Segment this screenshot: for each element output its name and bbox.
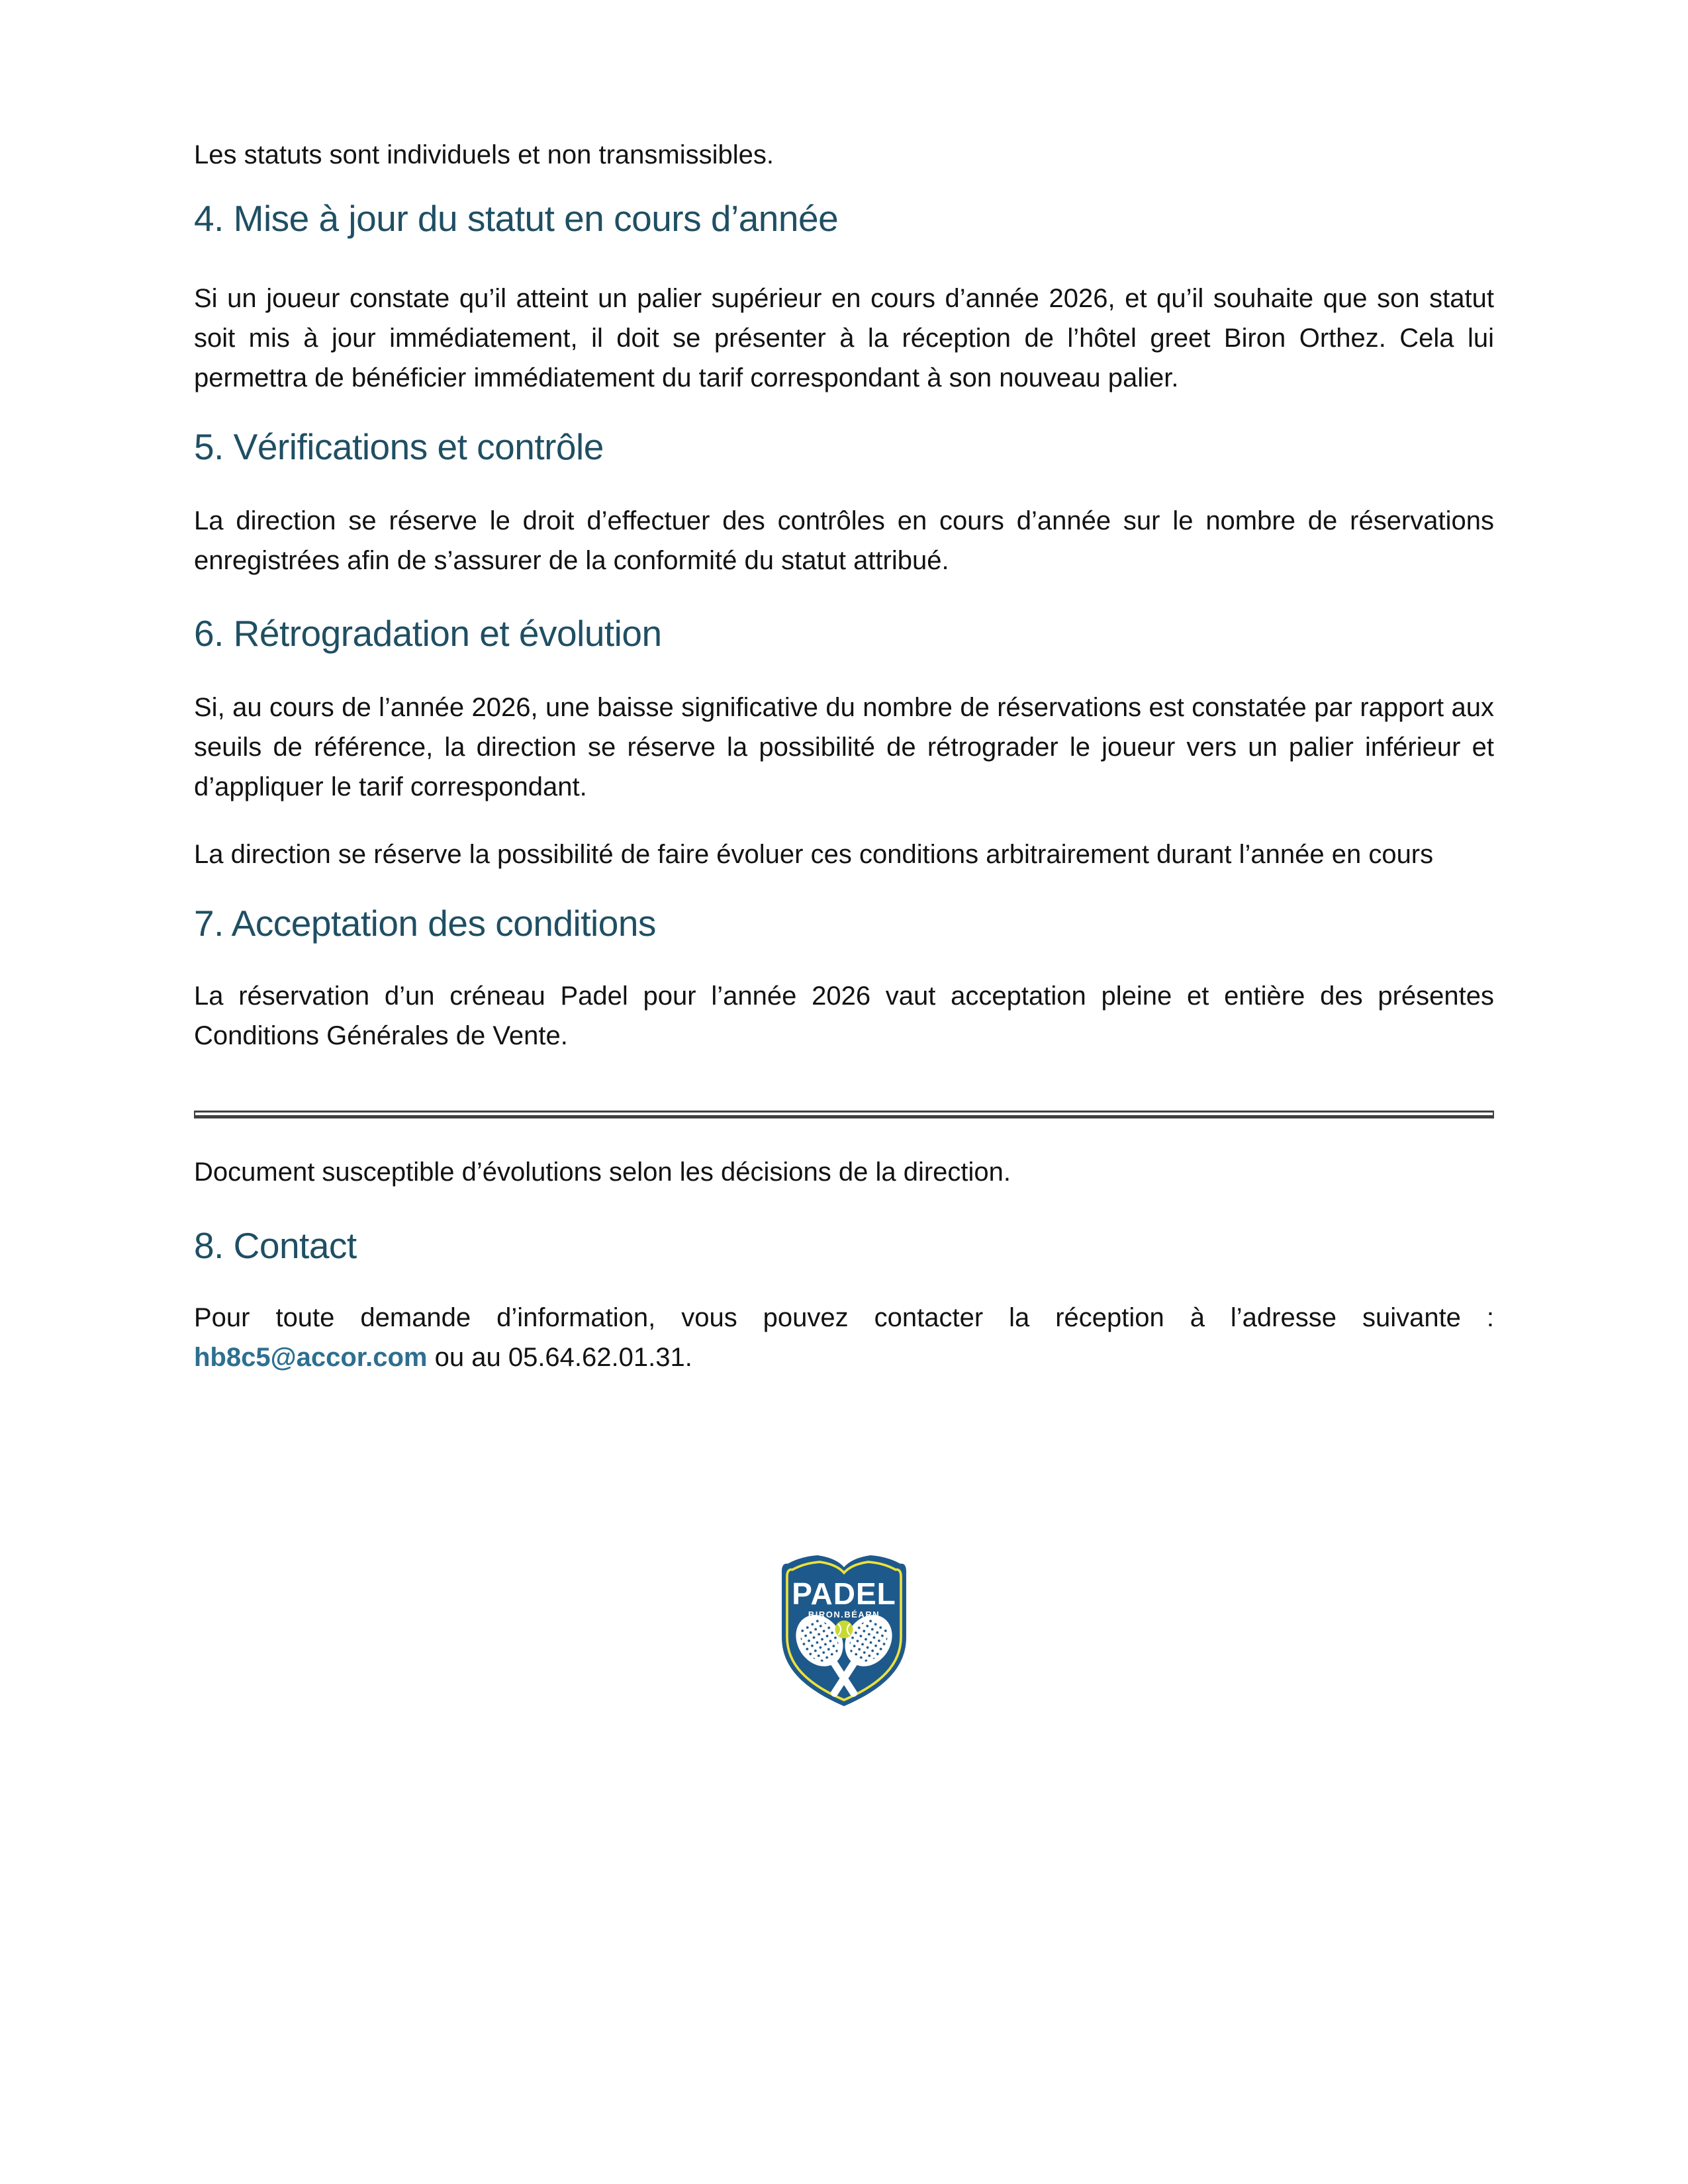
logo-subtitle: BIRON.BÉARN [808,1610,880,1619]
section-6-paragraph-2: La direction se réserve la possibilité de faire évoluer ces conditions arbitrairement durant l’année en cours [194,840,1434,869]
revision-note: Document susceptible d’évolutions selon les décisions de la direction. [194,1158,1011,1187]
horizontal-rule [194,1111,1494,1118]
contact-intro-text: Pour toute demande d’information, vous pouvez contacter la réception à l’adresse suivante : [194,1303,1494,1332]
section-7-paragraph: La réservation d’un créneau Padel pour l’année 2026 vaut acceptation pleine et entière des présentes Conditions Générales de Vente. [194,981,1494,1050]
intro-line: Les statuts sont individuels et non transmissibles. [194,140,774,169]
padel-club-logo-icon [773,1541,915,1713]
section-6-paragraph-1: Si, au cours de l’année 2026, une baisse significative du nombre de réservations est constatée par rapport aux seuils de référence, la direction se réserve la possibilité de rétrograder le joueur vers un palier inférieur et d’appliquer le tarif correspondant. [194,693,1494,801]
padel-ball-icon [835,1621,853,1639]
section-heading-5: 5. Vérifications et contrôle [194,426,604,467]
section-heading-7: 7. Acceptation des conditions [194,903,656,944]
section-4-paragraph: Si un joueur constate qu’il atteint un palier supérieur en cours d’année 2026, et qu’il souhaite que son statut soit mis à jour immédiatement, il doit se présenter à la réception de l’hôtel greet Biron Orthez. Cela lui permettra de bénéficier immédiatement du tarif correspondant à son nouveau palier. [194,284,1494,392]
club-logo-container [194,1541,1494,1716]
section-heading-4: 4. Mise à jour du statut en cours d’année [194,198,839,239]
contact-paragraph [194,1298,1494,1377]
contact-phone-text: ou au 05.64.62.01.31. [427,1343,692,1372]
section-heading-6: 6. Rétrogradation et évolution [194,613,662,654]
section-heading-8: 8. Contact [194,1225,357,1266]
logo-title: PADEL [792,1576,896,1611]
section-5-paragraph: La direction se réserve le droit d’effectuer des contrôles en cours d’année sur le nombre de réservations enregistrées afin de s’assurer de la conformité du statut attribué. [194,506,1494,575]
email-link[interactable]: hb8c5@accor.com [194,1343,428,1372]
